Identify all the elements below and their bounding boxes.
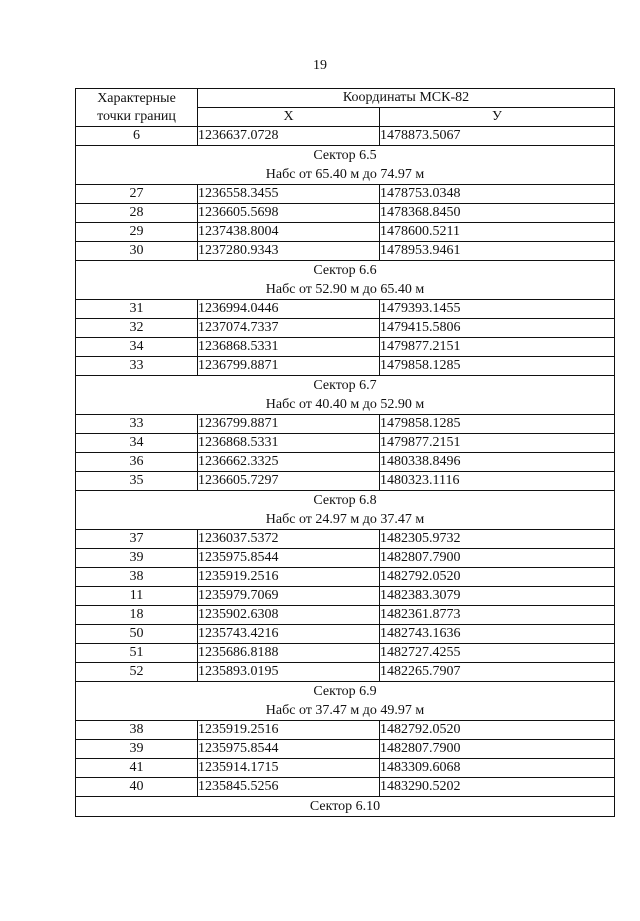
point-number: 52	[76, 663, 198, 682]
point-number: 36	[76, 453, 198, 472]
table-row	[76, 357, 615, 376]
coordinate-y: 1482305.9732	[380, 530, 615, 549]
sector-header	[76, 146, 615, 185]
coordinate-y: 1479393.1455	[380, 300, 615, 319]
point-number: 40	[76, 778, 198, 797]
sector-height-range: Набс от 52.90 м до 65.40 м	[265, 282, 425, 297]
coordinate-x: 1236037.5372	[198, 530, 380, 549]
point-number: 34	[76, 434, 198, 453]
table-row	[76, 127, 615, 146]
point-number: 29	[76, 223, 198, 242]
coordinate-x: 1235902.6308	[198, 606, 380, 625]
sector-header-row	[76, 146, 615, 185]
table-row	[76, 434, 615, 453]
coordinate-x: 1236868.5331	[198, 338, 380, 357]
coordinate-x: 1237438.8004	[198, 223, 380, 242]
coordinates-table	[75, 88, 615, 817]
coordinate-x: 1236994.0446	[198, 300, 380, 319]
sector-header	[76, 491, 615, 530]
point-number: 37	[76, 530, 198, 549]
coordinate-x: 1235975.8544	[198, 549, 380, 568]
point-number: 33	[76, 415, 198, 434]
coordinate-y: 1480338.8496	[380, 453, 615, 472]
table-row	[76, 300, 615, 319]
coordinate-y: 1483290.5202	[380, 778, 615, 797]
point-number: 28	[76, 204, 198, 223]
coordinate-y: 1483309.6068	[380, 759, 615, 778]
sector-title: Сектор 6.5	[313, 148, 377, 163]
coordinate-y: 1478953.9461	[380, 242, 615, 261]
sector-header-row	[76, 682, 615, 721]
sector-header-row	[76, 261, 615, 300]
coordinate-y: 1482265.7907	[380, 663, 615, 682]
point-number: 31	[76, 300, 198, 319]
table-row	[76, 549, 615, 568]
sector-header	[76, 682, 615, 721]
coordinate-x: 1236558.3455	[198, 185, 380, 204]
coordinate-y: 1482807.7900	[380, 740, 615, 759]
coordinate-y: 1482361.8773	[380, 606, 615, 625]
sector-header	[76, 797, 615, 817]
header-x: X	[198, 108, 380, 127]
point-number: 39	[76, 740, 198, 759]
coordinate-y: 1479858.1285	[380, 357, 615, 376]
sector-header	[76, 261, 615, 300]
point-number: 33	[76, 357, 198, 376]
table-row	[76, 319, 615, 338]
header-coordinates: Координаты МСК-82	[198, 89, 615, 108]
table-row	[76, 472, 615, 491]
table-row	[76, 453, 615, 472]
page-number: 19	[313, 58, 327, 73]
point-number: 30	[76, 242, 198, 261]
coordinate-x: 1235979.7069	[198, 587, 380, 606]
coordinate-y: 1480323.1116	[380, 472, 615, 491]
sector-height-range: Набс от 24.97 м до 37.47 м	[265, 512, 425, 527]
table-row	[76, 625, 615, 644]
sector-title: Сектор 6.8	[313, 493, 377, 508]
coordinate-y: 1479877.2151	[380, 338, 615, 357]
header-boundary-points	[76, 89, 198, 127]
table-row	[76, 415, 615, 434]
point-number: 34	[76, 338, 198, 357]
coordinate-y: 1479877.2151	[380, 434, 615, 453]
point-number: 38	[76, 568, 198, 587]
sector-header	[76, 376, 615, 415]
coordinate-y: 1478753.0348	[380, 185, 615, 204]
sector-height-range: Набс от 40.40 м до 52.90 м	[265, 397, 425, 412]
table-row	[76, 778, 615, 797]
coordinate-y: 1482383.3079	[380, 587, 615, 606]
coordinate-x: 1237074.7337	[198, 319, 380, 338]
coordinate-x: 1235893.0195	[198, 663, 380, 682]
coordinate-y: 1478873.5067	[380, 127, 615, 146]
coordinate-y: 1479858.1285	[380, 415, 615, 434]
coordinate-x: 1235845.5256	[198, 778, 380, 797]
point-number: 51	[76, 644, 198, 663]
coordinate-x: 1235919.2516	[198, 568, 380, 587]
table-row	[76, 663, 615, 682]
point-number: 11	[76, 587, 198, 606]
coordinate-y: 1482727.4255	[380, 644, 615, 663]
coordinate-x: 1235686.8188	[198, 644, 380, 663]
coordinate-x: 1235975.8544	[198, 740, 380, 759]
table-row	[76, 242, 615, 261]
table-row	[76, 740, 615, 759]
sector-title: Сектор 6.7	[313, 378, 377, 393]
point-number: 18	[76, 606, 198, 625]
point-number: 6	[76, 127, 198, 146]
sector-header-row	[76, 376, 615, 415]
coordinate-x: 1236662.3325	[198, 453, 380, 472]
sector-header-row	[76, 491, 615, 530]
coordinate-x: 1236799.8871	[198, 415, 380, 434]
coordinate-x: 1236637.0728	[198, 127, 380, 146]
point-number: 39	[76, 549, 198, 568]
point-number: 32	[76, 319, 198, 338]
coordinate-x: 1235914.1715	[198, 759, 380, 778]
sector-title: Сектор 6.10	[309, 799, 381, 814]
coordinate-y: 1482743.1636	[380, 625, 615, 644]
coordinate-x: 1237280.9343	[198, 242, 380, 261]
sector-title: Сектор 6.9	[313, 684, 377, 699]
table-row	[76, 223, 615, 242]
coordinate-x: 1236605.7297	[198, 472, 380, 491]
table-row	[76, 759, 615, 778]
coordinate-y: 1478368.8450	[380, 204, 615, 223]
coordinate-x: 1236868.5331	[198, 434, 380, 453]
table-row	[76, 568, 615, 587]
coordinate-y: 1482792.0520	[380, 568, 615, 587]
point-number: 41	[76, 759, 198, 778]
table-row	[76, 204, 615, 223]
header-boundary-points-line2: точки границ	[97, 108, 176, 124]
table-row	[76, 587, 615, 606]
header-y: У	[380, 108, 615, 127]
sector-title: Сектор 6.6	[313, 263, 377, 278]
coordinate-x: 1235919.2516	[198, 721, 380, 740]
table-row	[76, 606, 615, 625]
table-row	[76, 338, 615, 357]
point-number: 27	[76, 185, 198, 204]
point-number: 38	[76, 721, 198, 740]
sector-height-range: Набс от 37.47 м до 49.97 м	[265, 703, 425, 718]
sector-height-range: Набс от 65.40 м до 74.97 м	[265, 167, 425, 182]
coordinate-x: 1236799.8871	[198, 357, 380, 376]
coordinate-y: 1478600.5211	[380, 223, 615, 242]
sector-header-row	[76, 797, 615, 817]
point-number: 35	[76, 472, 198, 491]
coordinate-y: 1482807.7900	[380, 549, 615, 568]
coordinate-y: 1482792.0520	[380, 721, 615, 740]
header-row	[76, 89, 615, 108]
point-number: 50	[76, 625, 198, 644]
header-boundary-points-line1: Характерные	[97, 90, 176, 106]
table-row	[76, 530, 615, 549]
table-row	[76, 185, 615, 204]
coordinate-y: 1479415.5806	[380, 319, 615, 338]
table-row	[76, 644, 615, 663]
coordinate-x: 1235743.4216	[198, 625, 380, 644]
table-row	[76, 721, 615, 740]
coordinate-x: 1236605.5698	[198, 204, 380, 223]
